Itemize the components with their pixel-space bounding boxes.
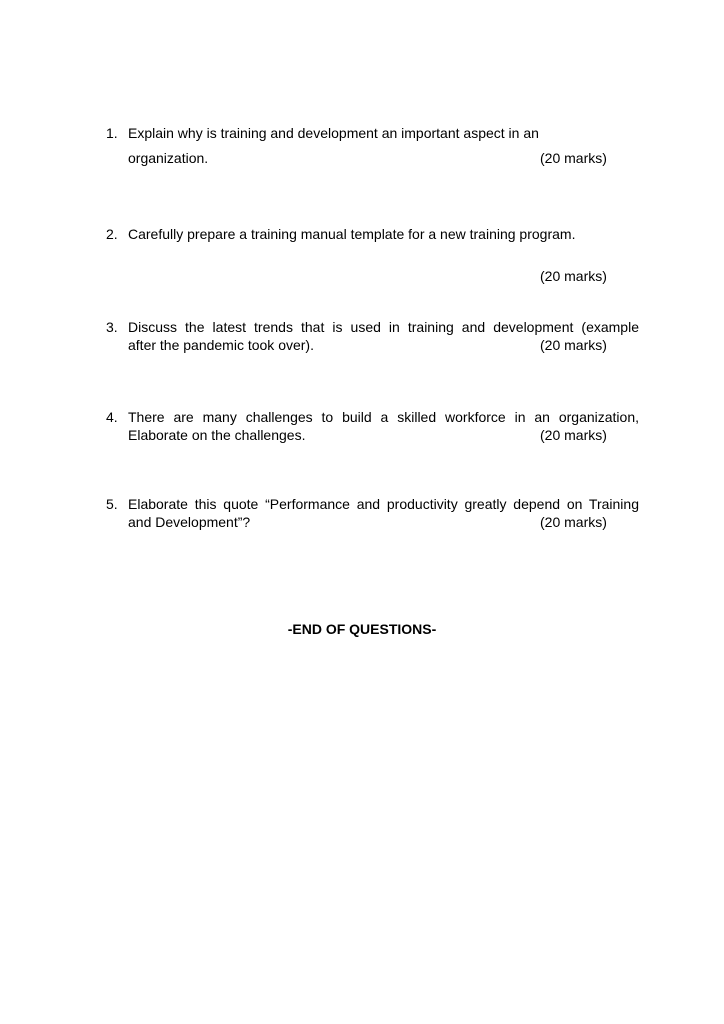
marks-label: (20 marks) (540, 427, 607, 443)
question-text-line: Carefully prepare a training manual template for a new training program. (128, 226, 576, 242)
marks-label: (20 marks) (540, 150, 607, 166)
question-number: 3. (106, 319, 118, 335)
question-number: 4. (106, 409, 118, 425)
question-text-line: Elaborate on the challenges. (128, 427, 306, 443)
question-text-line: organization. (128, 150, 209, 166)
question-text-line: Discuss the latest trends that is used in training and development (example (128, 319, 639, 335)
question-text-line: after the pandemic took over). (128, 337, 314, 353)
question-number: 1. (106, 125, 118, 141)
marks-label: (20 marks) (540, 514, 607, 530)
marks-label: (20 marks) (540, 268, 607, 284)
end-of-questions: -END OF QUESTIONS- (287, 621, 437, 637)
question-text-line: Elaborate this quote “Performance and productivity greatly depend on Training (128, 496, 639, 512)
question-number: 5. (106, 496, 118, 512)
marks-label: (20 marks) (540, 337, 607, 353)
question-text-line: There are many challenges to build a skilled workforce in an organization, (128, 409, 639, 425)
question-number: 2. (106, 226, 118, 242)
question-text-line: and Development”? (128, 514, 251, 530)
question-text-line: Explain why is training and development an important aspect in an (128, 125, 539, 141)
